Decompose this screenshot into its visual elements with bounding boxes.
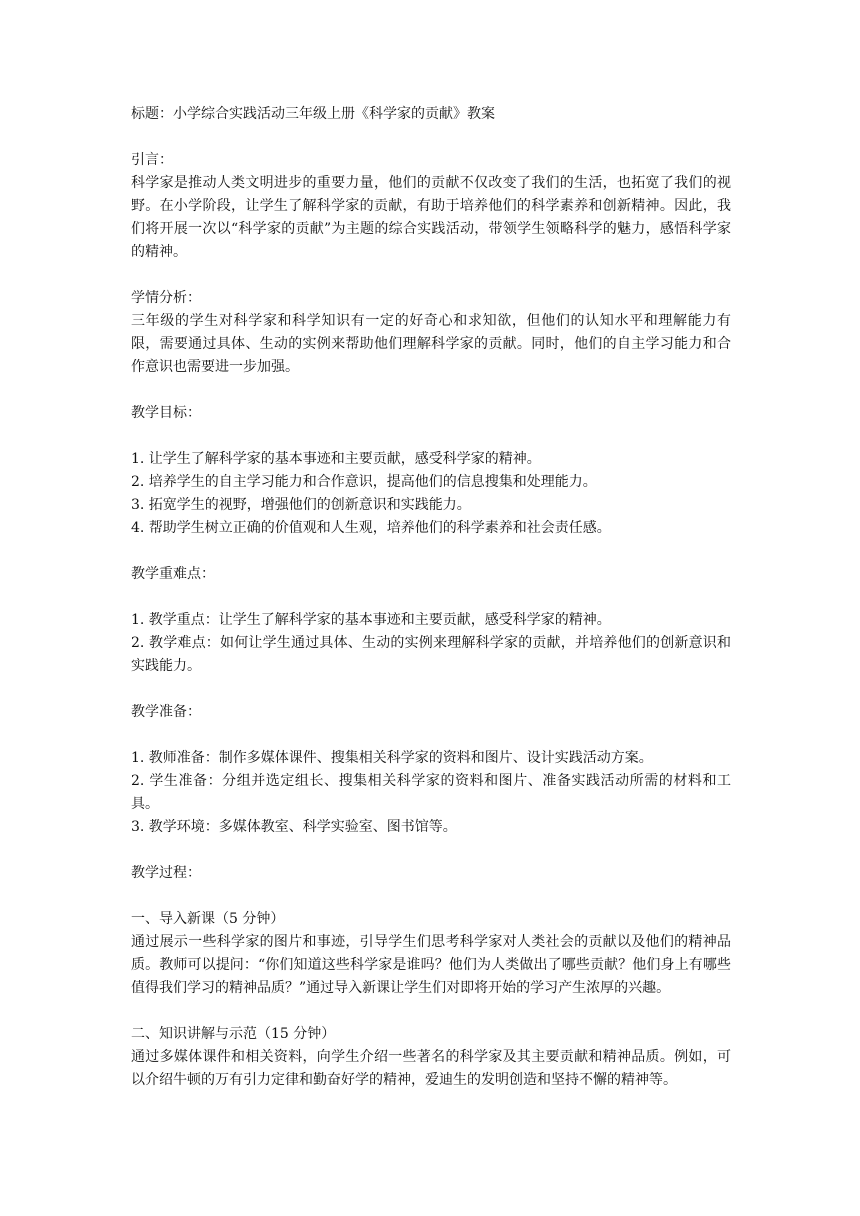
list-item: 2. 教学难点：如何让学生通过具体、生动的实例来理解科学家的贡献，并培养他们的创新意识和实践能力。 — [131, 635, 731, 674]
spacer — [131, 586, 731, 609]
goals-heading: 教学目标： — [131, 405, 201, 421]
spacer — [131, 379, 731, 402]
spacer — [131, 678, 731, 701]
list-item: 2. 培养学生的自主学习能力和合作意识，提高他们的信息搜集和处理能力。 — [131, 474, 597, 490]
analysis-heading: 学情分析： — [131, 290, 201, 306]
section-heading: 一、导入新课（5 分钟） — [131, 911, 285, 927]
list-item: 2. 学生准备：分组并选定组长、搜集相关科学家的资料和图片、准备实践活动所需的材料和工具。 — [131, 773, 731, 812]
spacer — [131, 264, 731, 287]
list-item: 1. 让学生了解科学家的基本事迹和主要贡献，感受科学家的精神。 — [131, 451, 541, 467]
intro-heading: 引言： — [131, 152, 173, 168]
list-item: 4. 帮助学生树立正确的价值观和人生观，培养他们的科学素养和社会责任感。 — [131, 520, 611, 536]
keypoints-list — [131, 609, 731, 678]
list-item: 3. 拓宽学生的视野，增强他们的创新意识和实践能力。 — [131, 497, 471, 513]
lesson-plan-document — [131, 103, 731, 1092]
keypoints-heading: 教学重难点： — [131, 566, 215, 582]
prep-list — [131, 747, 731, 839]
list-item: 1. 教学重点：让学生了解科学家的基本事迹和主要贡献，感受科学家的精神。 — [131, 612, 611, 628]
process-heading: 教学过程： — [131, 865, 201, 881]
document-title: 标题：小学综合实践活动三年级上册《科学家的贡献》教案 — [131, 106, 495, 122]
intro-paragraph: 科学家是推动人类文明进步的重要力量，他们的贡献不仅改变了我们的生活，也拓宽了我们的视野。在小学阶段，让学生了解科学家的贡献，有助于培养他们的科学素养和创新精神。因此，我们将开展一次以“科学家的贡献”为主题的综合实践活动，带领学生领略科学的魅力，感悟科学家的精神。 — [131, 175, 731, 260]
spacer — [131, 540, 731, 563]
spacer — [131, 885, 731, 908]
list-item: 1. 教师准备：制作多媒体课件、搜集相关科学家的资料和图片、设计实践活动方案。 — [131, 750, 653, 766]
spacer — [131, 126, 731, 149]
prep-heading: 教学准备： — [131, 704, 201, 720]
spacer — [131, 839, 731, 862]
analysis-paragraph: 三年级的学生对科学家和科学知识有一定的好奇心和求知欲，但他们的认知水平和理解能力有限，需要通过具体、生动的实例来帮助他们理解科学家的贡献。同时，他们的自主学习能力和合作意识也需要进一步加强。 — [131, 313, 731, 375]
section-paragraph: 通过多媒体课件和相关资料，向学生介绍一些著名的科学家及其主要贡献和精神品质。例如，可以介绍牛顿的万有引力定律和勤奋好学的精神，爱迪生的发明创造和坚持不懈的精神等。 — [131, 1049, 731, 1088]
list-item: 3. 教学环境：多媒体教室、科学实验室、图书馆等。 — [131, 819, 457, 835]
spacer — [131, 1000, 731, 1023]
spacer — [131, 425, 731, 448]
section-heading: 二、知识讲解与示范（15 分钟） — [131, 1026, 336, 1042]
section-paragraph: 通过展示一些科学家的图片和事迹，引导学生们思考科学家对人类社会的贡献以及他们的精神品质。教师可以提问：“你们知道这些科学家是谁吗？他们为人类做出了哪些贡献？他们身上有哪些值得我们学习的精神品质？”通过导入新课让学生们对即将开始的学习产生浓厚的兴趣。 — [131, 934, 731, 996]
spacer — [131, 724, 731, 747]
goals-list — [131, 448, 731, 540]
